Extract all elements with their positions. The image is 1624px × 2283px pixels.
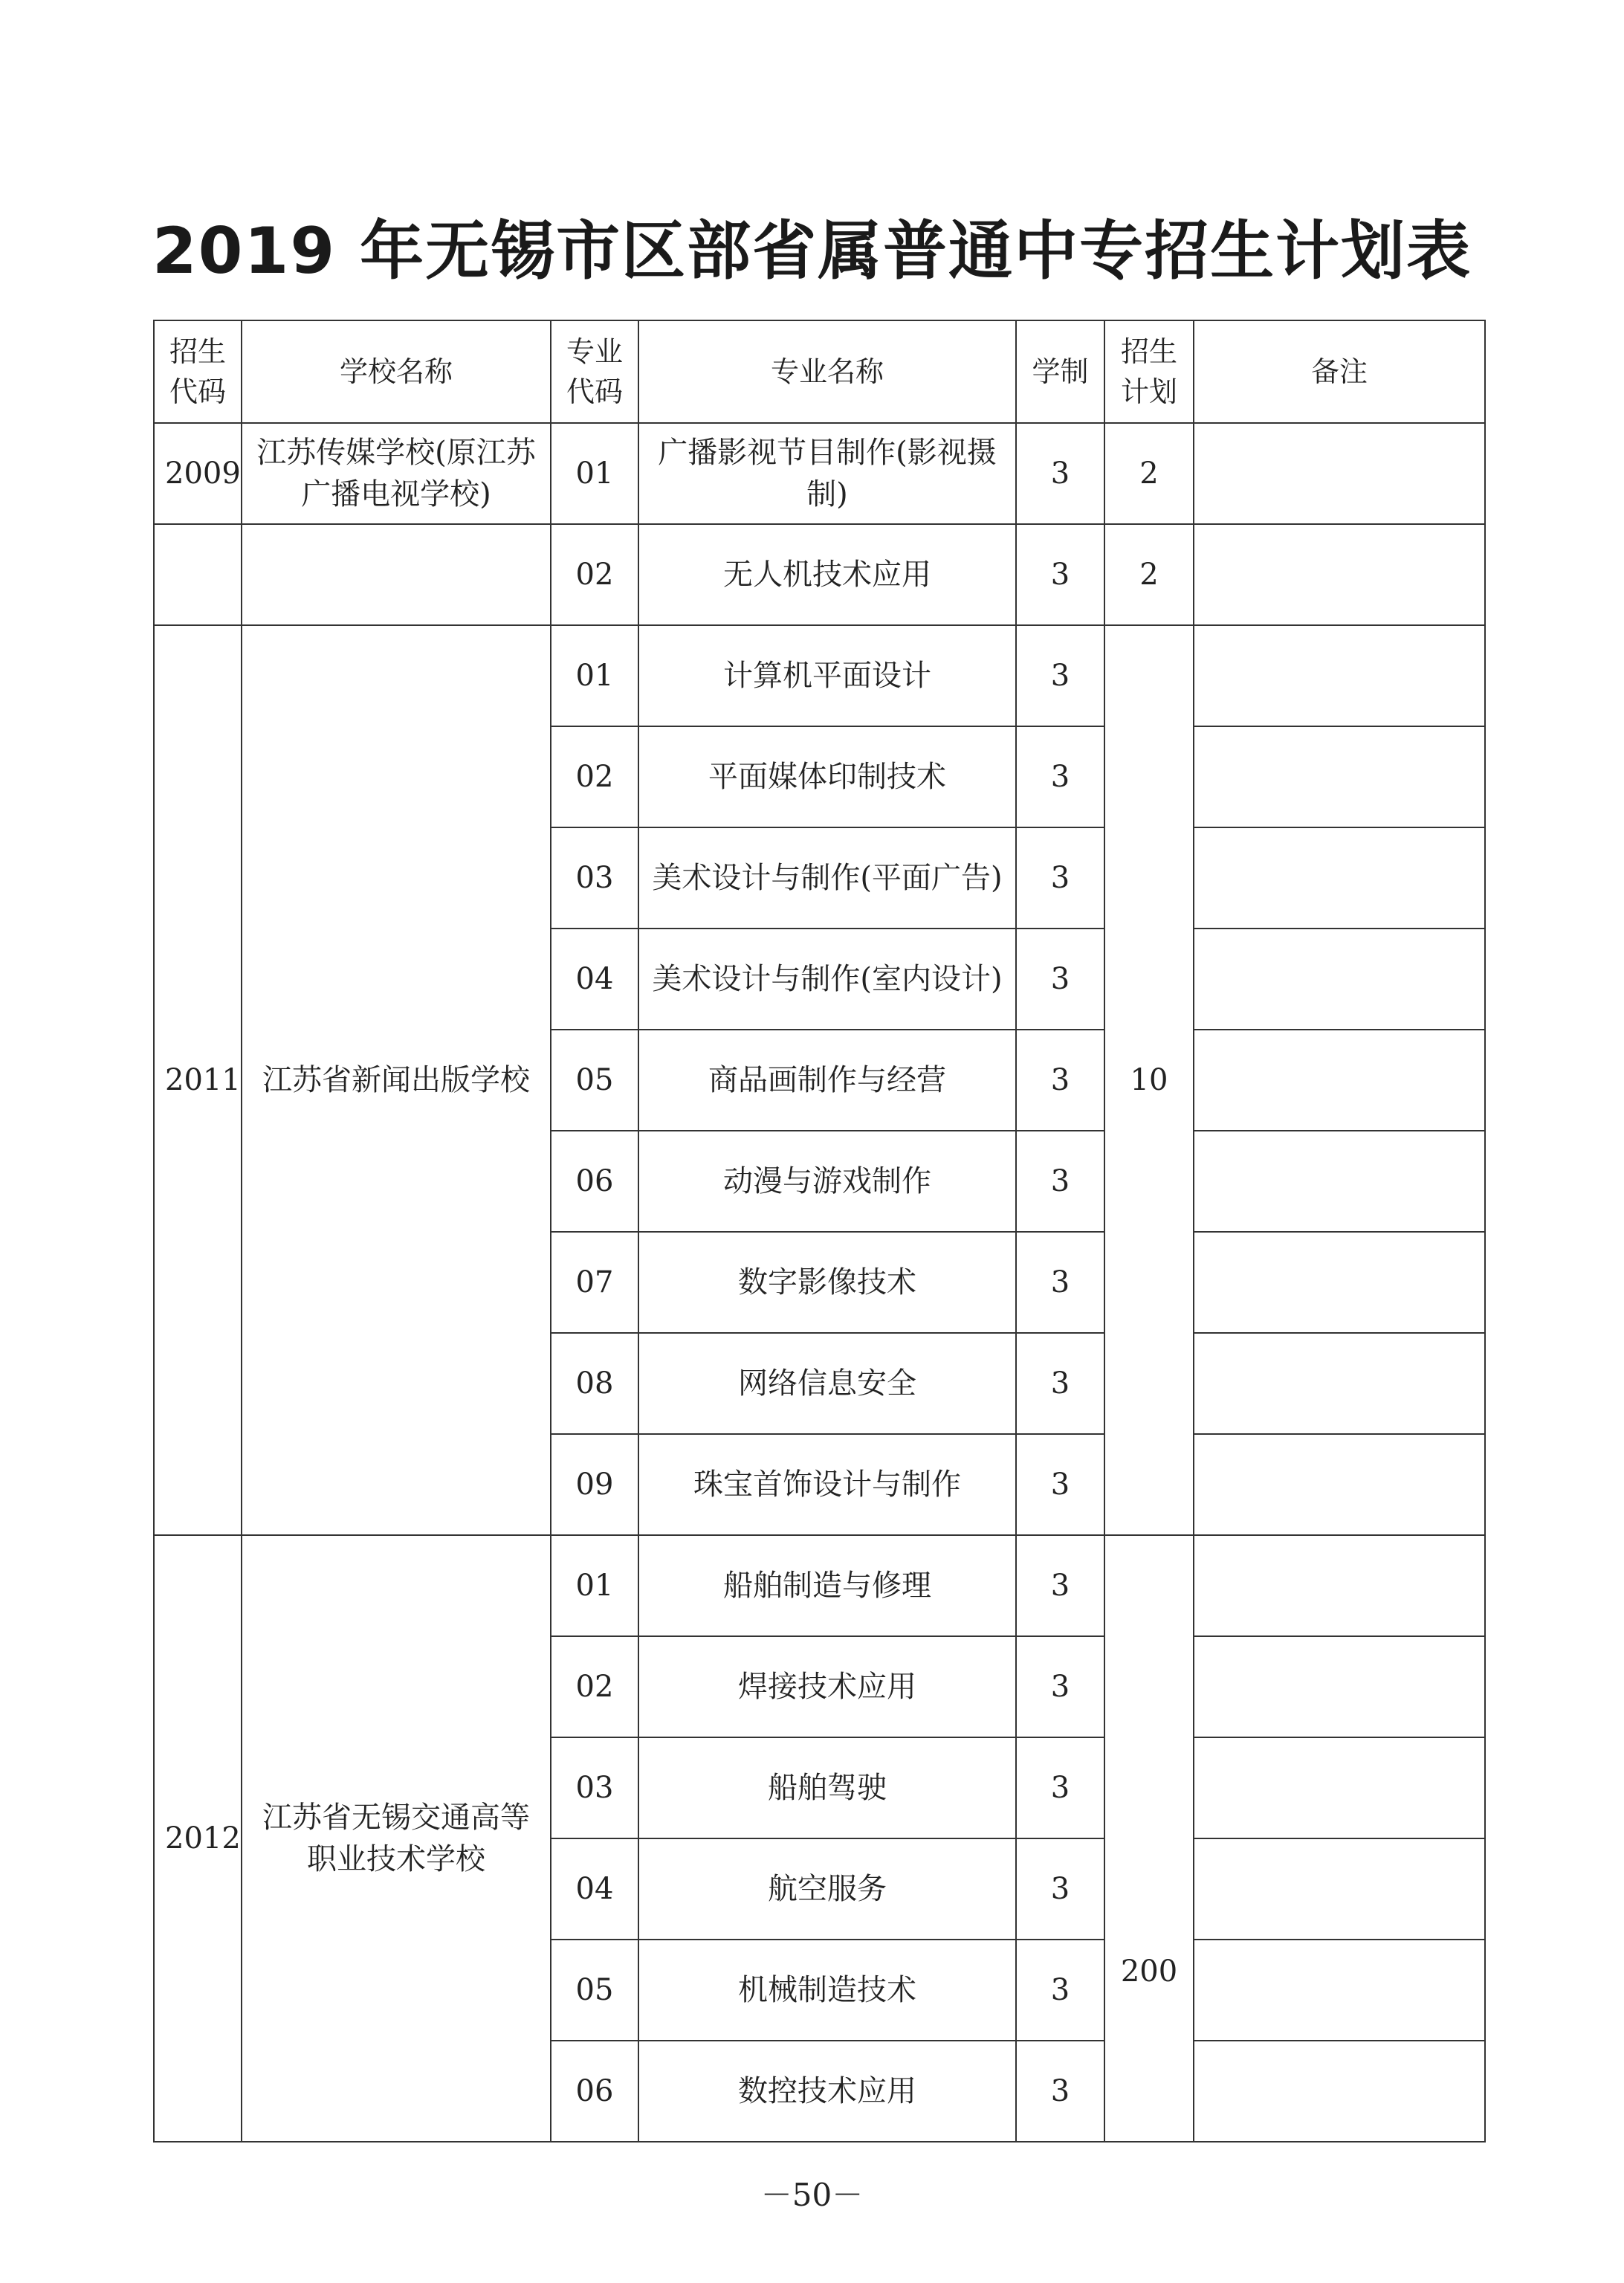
remark <box>1194 726 1485 827</box>
remark <box>1194 1940 1485 2041</box>
years: 3 <box>1016 929 1104 1030</box>
major-code: 08 <box>551 1333 638 1434</box>
years: 3 <box>1016 1535 1104 1636</box>
major-name: 数控技术应用 <box>638 2041 1016 2142</box>
enrollment-plan: 2 <box>1104 524 1194 625</box>
years: 3 <box>1016 827 1104 929</box>
years: 3 <box>1016 2041 1104 2142</box>
years: 3 <box>1016 1333 1104 1434</box>
years: 3 <box>1016 625 1104 726</box>
major-name: 航空服务 <box>638 1838 1016 1940</box>
major-name: 平面媒体印制技术 <box>638 726 1016 827</box>
remark <box>1194 524 1485 625</box>
table-row <box>154 524 1485 625</box>
school-name <box>242 524 551 625</box>
major-name: 焊接技术应用 <box>638 1636 1016 1737</box>
major-code: 04 <box>551 1838 638 1940</box>
years: 3 <box>1016 1737 1104 1838</box>
major-name: 无人机技术应用 <box>638 524 1016 625</box>
school-name: 江苏传媒学校(原江苏广播电视学校) <box>242 423 551 524</box>
remark <box>1194 1737 1485 1838</box>
enrollment-code: 2012 <box>154 1535 242 2142</box>
table-row <box>154 423 1485 524</box>
major-code: 01 <box>551 423 638 524</box>
header-years: 学制 <box>1016 320 1104 423</box>
remark <box>1194 1333 1485 1434</box>
major-code: 02 <box>551 524 638 625</box>
remark <box>1194 1232 1485 1333</box>
page-number: －50－ <box>760 2177 864 2213</box>
major-name: 数字影像技术 <box>638 1232 1016 1333</box>
major-code: 03 <box>551 827 638 929</box>
major-code: 06 <box>551 2041 638 2142</box>
years: 3 <box>1016 1636 1104 1737</box>
years: 3 <box>1016 1131 1104 1232</box>
header-enrollment-code: 招生代码 <box>154 320 242 423</box>
major-code: 02 <box>551 1636 638 1737</box>
major-name: 美术设计与制作(室内设计) <box>638 929 1016 1030</box>
years: 3 <box>1016 1232 1104 1333</box>
major-code: 02 <box>551 726 638 827</box>
table-row <box>154 625 1485 726</box>
major-name: 美术设计与制作(平面广告) <box>638 827 1016 929</box>
remark <box>1194 625 1485 726</box>
enrollment-plan-table <box>153 320 1486 2142</box>
major-code: 01 <box>551 625 638 726</box>
major-name: 机械制造技术 <box>638 1940 1016 2041</box>
major-name: 船舶制造与修理 <box>638 1535 1016 1636</box>
major-code: 01 <box>551 1535 638 1636</box>
enrollment-plan: 200 <box>1104 1535 1194 2142</box>
major-name: 船舶驾驶 <box>638 1737 1016 1838</box>
remark <box>1194 827 1485 929</box>
major-code: 03 <box>551 1737 638 1838</box>
major-name: 网络信息安全 <box>638 1333 1016 1434</box>
major-name: 广播影视节目制作(影视摄制) <box>638 423 1016 524</box>
header-school-name: 学校名称 <box>242 320 551 423</box>
header-major-name: 专业名称 <box>638 320 1016 423</box>
years: 3 <box>1016 524 1104 625</box>
years: 3 <box>1016 1838 1104 1940</box>
enrollment-code: 2011 <box>154 625 242 1535</box>
enrollment-plan: 10 <box>1104 625 1194 1535</box>
major-code: 05 <box>551 1940 638 2041</box>
remark <box>1194 1131 1485 1232</box>
remark <box>1194 929 1485 1030</box>
years: 3 <box>1016 1434 1104 1535</box>
school-name: 江苏省无锡交通高等职业技术学校 <box>242 1535 551 2142</box>
header-major-code: 专业代码 <box>551 320 638 423</box>
remark <box>1194 1030 1485 1131</box>
major-name: 动漫与游戏制作 <box>638 1131 1016 1232</box>
years: 3 <box>1016 726 1104 827</box>
remark <box>1194 1838 1485 1940</box>
remark <box>1194 1636 1485 1737</box>
header-enrollment-plan: 招生计划 <box>1104 320 1194 423</box>
remark <box>1194 1535 1485 1636</box>
major-name: 珠宝首饰设计与制作 <box>638 1434 1016 1535</box>
enrollment-plan: 2 <box>1104 423 1194 524</box>
enrollment-code: 2009 <box>154 423 242 524</box>
remark <box>1194 2041 1485 2142</box>
major-code: 07 <box>551 1232 638 1333</box>
page-title: 2019 年无锡市区部省属普通中专招生计划表 <box>152 214 1472 288</box>
major-code: 09 <box>551 1434 638 1535</box>
table-header-row <box>154 320 1485 423</box>
major-name: 计算机平面设计 <box>638 625 1016 726</box>
years: 3 <box>1016 1030 1104 1131</box>
years: 3 <box>1016 1940 1104 2041</box>
major-name: 商品画制作与经营 <box>638 1030 1016 1131</box>
remark <box>1194 423 1485 524</box>
major-code: 05 <box>551 1030 638 1131</box>
years: 3 <box>1016 423 1104 524</box>
table-row <box>154 1535 1485 1636</box>
remark <box>1194 1434 1485 1535</box>
enrollment-code <box>154 524 242 625</box>
major-code: 06 <box>551 1131 638 1232</box>
school-name: 江苏省新闻出版学校 <box>242 625 551 1535</box>
header-remark: 备注 <box>1194 320 1485 423</box>
major-code: 04 <box>551 929 638 1030</box>
